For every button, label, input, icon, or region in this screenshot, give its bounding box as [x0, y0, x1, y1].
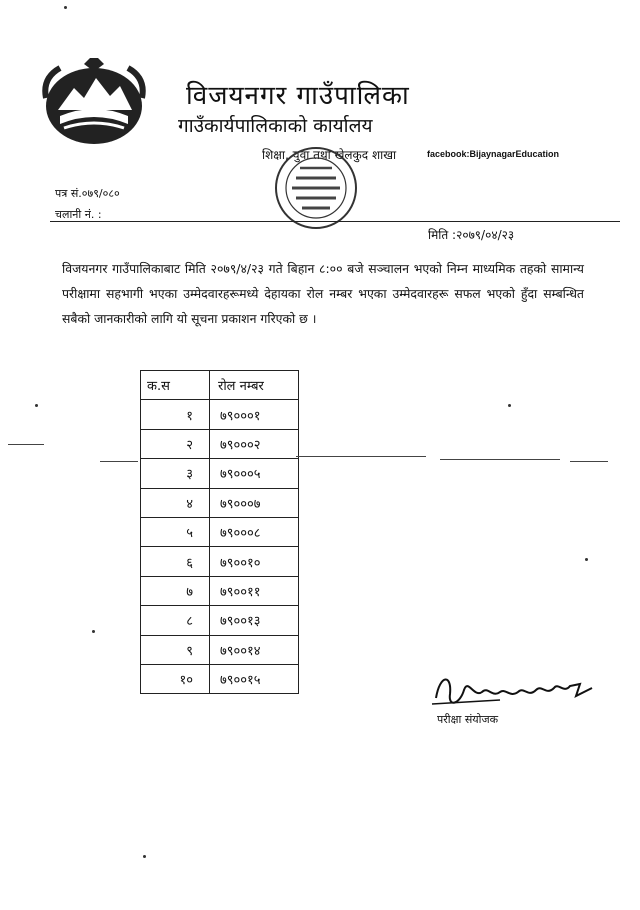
department-name: शिक्षा, युवा तथा खेलकुद शाखा — [262, 148, 397, 162]
serial-cell: ४ — [141, 488, 210, 517]
serial-cell: ५ — [141, 517, 210, 546]
office-stamp — [262, 138, 370, 238]
table-row — [141, 429, 299, 458]
table-row — [141, 400, 299, 429]
letter-number: पत्र सं.०७९/०८० — [55, 187, 120, 200]
facebook-handle: facebook:BijaynagarEducation — [427, 149, 560, 159]
serial-cell: ७ — [141, 576, 210, 605]
roll-number-cell: ७९००१३ — [210, 606, 299, 635]
scan-mark — [296, 456, 426, 457]
table-row — [141, 664, 299, 693]
scan-mark — [100, 461, 138, 462]
scan-mark — [508, 404, 511, 407]
table-row — [141, 635, 299, 664]
office-subtitle: गाउँकार्यपालिकाको कार्यालय — [178, 115, 373, 137]
header-serial: क.स — [141, 371, 210, 400]
table-header-row — [141, 371, 299, 400]
serial-cell: ६ — [141, 547, 210, 576]
roll-number-cell: ७९००१० — [210, 547, 299, 576]
header-divider — [50, 221, 620, 222]
scan-mark — [8, 444, 44, 445]
scan-mark — [440, 459, 560, 460]
results-table — [140, 370, 299, 694]
table-row — [141, 576, 299, 605]
roll-number-cell: ७९००१४ — [210, 635, 299, 664]
roll-number-cell: ७९००१५ — [210, 664, 299, 693]
scan-mark — [585, 558, 588, 561]
signature-scribble — [430, 668, 600, 712]
table-row — [141, 488, 299, 517]
roll-number-cell: ७९०००८ — [210, 517, 299, 546]
roll-number-cell: ७९०००७ — [210, 488, 299, 517]
dispatch-number: चलानी नं. : — [55, 208, 102, 221]
scan-mark — [570, 461, 608, 462]
serial-cell: ८ — [141, 606, 210, 635]
roll-number-cell: ७९०००१ — [210, 400, 299, 429]
header-roll-number: रोल नम्बर — [210, 371, 299, 400]
scan-mark — [35, 404, 38, 407]
roll-number-cell: ७९०००५ — [210, 459, 299, 488]
serial-cell: २ — [141, 429, 210, 458]
signatory-title: परीक्षा संयोजक — [437, 713, 499, 726]
serial-cell: ९ — [141, 635, 210, 664]
table-row — [141, 606, 299, 635]
table-row — [141, 517, 299, 546]
serial-cell: १० — [141, 664, 210, 693]
notice-body: विजयनगर गाउँपालिकाबाट मिति २०७९/४/२३ गते बिहान ८:०० बजे सञ्चालन भएको निम्न माध्यमिक तहको सामान्य परीक्षामा सहभागी भएका उम्मेदवारहरूमध्ये देहायका रोल नम्बर भएका उम्मेदवारहरू सफल भएको हुँदा सम्बन्धित सबैको जानकारीको लागि यो सूचना प्रकाशन गरिएको छ । — [62, 261, 584, 326]
scan-mark — [92, 630, 95, 633]
roll-number-cell: ७९०००२ — [210, 429, 299, 458]
office-title: विजयनगर गाउँपालिका — [186, 81, 410, 111]
table-row — [141, 459, 299, 488]
notice-date: मिति :२०७९/०४/२३ — [428, 228, 515, 242]
roll-number-cell: ७९००११ — [210, 576, 299, 605]
municipality-emblem — [40, 58, 148, 148]
table-row — [141, 547, 299, 576]
scan-mark — [143, 855, 146, 858]
scan-mark — [64, 6, 67, 9]
serial-cell: ३ — [141, 459, 210, 488]
serial-cell: १ — [141, 400, 210, 429]
